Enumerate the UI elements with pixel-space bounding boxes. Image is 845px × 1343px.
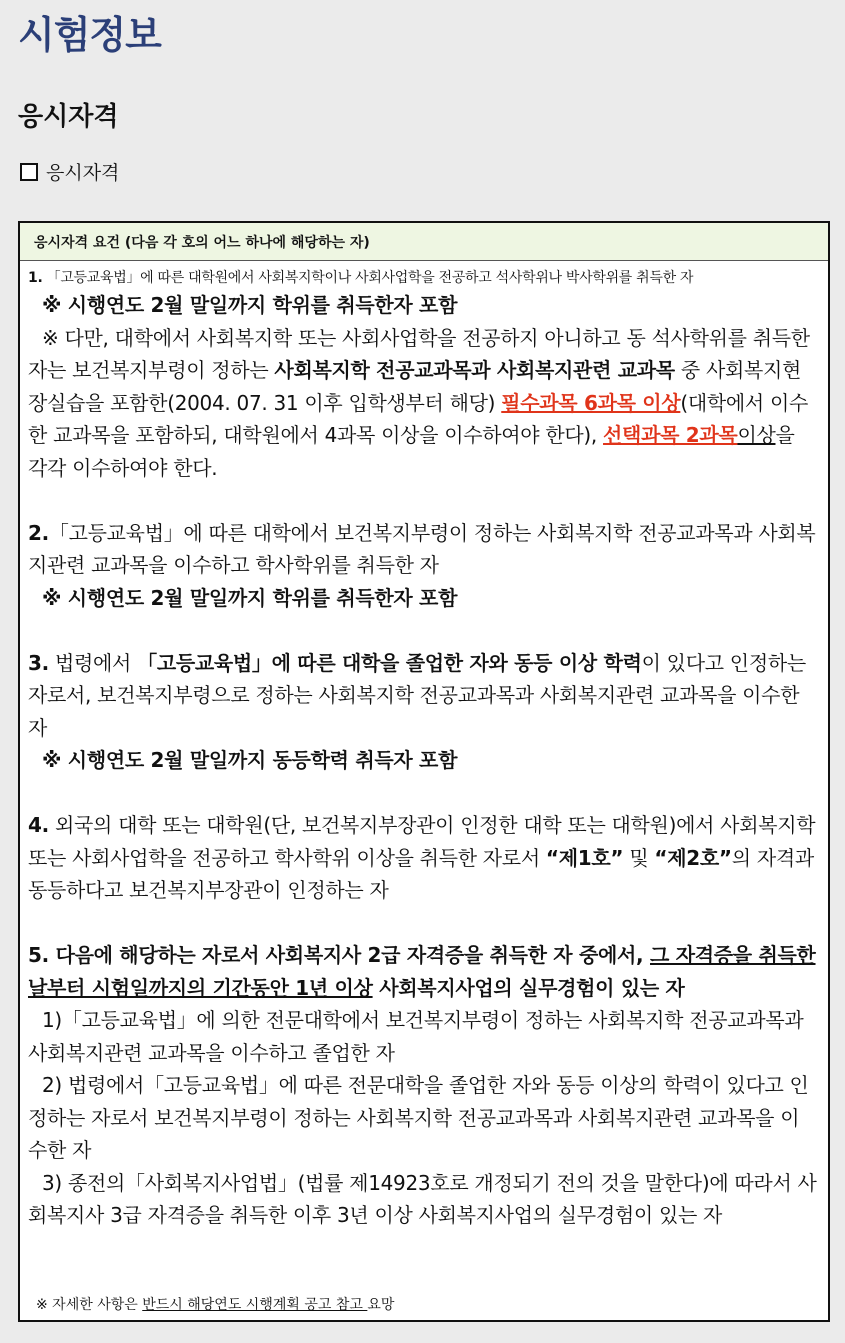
box-header: 응시자격 요건 (다음 각 호의 어느 하나에 해당하는 자) — [20, 223, 828, 261]
item-note: ※ 시행연도 2월 말일까지 학위를 취득한자 포함 — [42, 293, 458, 317]
item-number: 5. — [28, 943, 49, 967]
note-emphasis: 사회복지학 전공교과목과 사회복지관련 교과목 — [274, 358, 675, 382]
sub-text: 3) 종전의「사회복지사업법」(법률 제14923호로 개정되기 전의 것을 말한다)에 따라서 사회복지사 3급 자격증을 취득한 이후 3년 이상 사회복지사업의 실무경험이 있는 자 — [28, 1170, 817, 1227]
note-text: ※ 다만, 대학에서 사회복지학 또는 사회사업학을 전공하지 아니하고 동 석사학위를 취득한 자는 보건복지부령이 정하는 — [28, 325, 810, 382]
item-text: 의 자격과 동등하다고 보건복지부장관이 인정하는 자 — [28, 845, 814, 902]
item-emphasis: 「고등교육법」에 따른 대학을 졸업한 자와 동등 이상 학력 — [137, 650, 642, 675]
elective-courses: 선택과목 2과목 — [603, 423, 738, 447]
item-underline: 그 자격증을 취득한 날부터 시험일까지의 기간동안 1년 이상 — [28, 943, 816, 1000]
footer-text: ※ 자세한 사항은 — [36, 1297, 143, 1313]
item-text: 다음에 해당하는 자로서 사회복지사 2급 자격증을 취득한 자 중에서, — [48, 943, 651, 967]
eligibility-box — [18, 221, 830, 1322]
item-number: 4. — [28, 813, 49, 837]
sub-text: 2) 법령에서「고등교육법」에 따른 전문대학을 졸업한 자와 동등 이상의 학력이 있다고 인정하는 자로서 보건복지부령이 정하는 사회복지학 전공교과목과 사회복지관련 교과목을 이수한 자 — [28, 1073, 809, 1162]
box-body — [20, 261, 828, 1232]
section-label — [20, 158, 119, 185]
item-1 — [28, 267, 818, 289]
footer-underline: 반드시 해당연도 시행계획 공고 참고 — [142, 1297, 368, 1313]
required-courses: 필수과목 6과목 이상 — [501, 390, 681, 415]
item-5 — [28, 939, 818, 1004]
sub-text: 1)「고등교육법」에 의한 전문대학에서 보건복지부령이 정하는 사회복지학 전공교과목과 사회복지관련 교과목을 이수하고 졸업한 자 — [28, 1008, 804, 1065]
note-text: 중 사회복지현장실습을 포함한(2004. 07. 31 이후 입학생부터 해당) — [28, 358, 802, 415]
note-text: (대학에서 이수한 교과목을 포함하되, 대학원에서 4과목 이상을 이수하여야 한다), — [28, 390, 809, 447]
page-title: 시험정보 — [18, 13, 161, 57]
item-emphasis: “제2호” — [654, 845, 732, 870]
section-title: 응시자격 — [18, 102, 119, 132]
item-text: 외국의 대학 또는 대학원(단, 보건복지부장관이 인정한 대학 또는 대학원)에서 사회복지학 또는 사회사업학을 전공하고 학사학위 이상을 취득한 자로서 — [28, 813, 816, 870]
item-text: 및 — [623, 845, 655, 870]
item-emphasis: “제1호” — [545, 845, 624, 870]
item-number: 2. — [28, 520, 49, 545]
section-label-text: 응시자격 — [46, 162, 120, 184]
item-5-sub-3 — [28, 1167, 818, 1232]
item-note: ※ 시행연도 2월 말일까지 학위를 취득한자 포함 — [42, 585, 458, 610]
item-5-sub-2 — [28, 1069, 818, 1167]
item-text: 이 있다고 인정하는 자로서, 보건복지부령으로 정하는 사회복지학 전공교과목과 사회복지관련 교과목을 이수한 자 — [28, 650, 806, 740]
item-text: 사회복지사업의 실무경험이 있는 자 — [372, 975, 685, 1000]
checkbox-icon — [20, 163, 38, 181]
item-4 — [28, 809, 818, 907]
footer-text: 요망 — [367, 1297, 395, 1313]
item-3 — [28, 647, 818, 745]
note-text: 이상 — [737, 423, 776, 447]
item-5-sub-1 — [28, 1004, 818, 1069]
item-number: 3. — [28, 650, 49, 675]
item-text: 법령에서 — [48, 650, 138, 675]
footer-note — [36, 1294, 394, 1314]
item-2 — [28, 517, 818, 582]
item-note: ※ 시행연도 2월 말일까지 동등학력 취득자 포함 — [42, 748, 458, 772]
note-text: 을 각각 이수하여야 한다. — [28, 423, 795, 480]
item-text: 「고등교육법」에 따른 대학원에서 사회복지학이나 사회사업학을 전공하고 석사학위나 박사학위를 취득한 자 — [46, 270, 694, 286]
item-note-detail — [28, 322, 818, 485]
item-text: 「고등교육법」에 따른 대학에서 보건복지부령이 정하는 사회복지학 전공교과목과 사회복지관련 교과목을 이수하고 학사학위를 취득한 자 — [28, 520, 816, 577]
item-number: 1. — [28, 270, 43, 286]
